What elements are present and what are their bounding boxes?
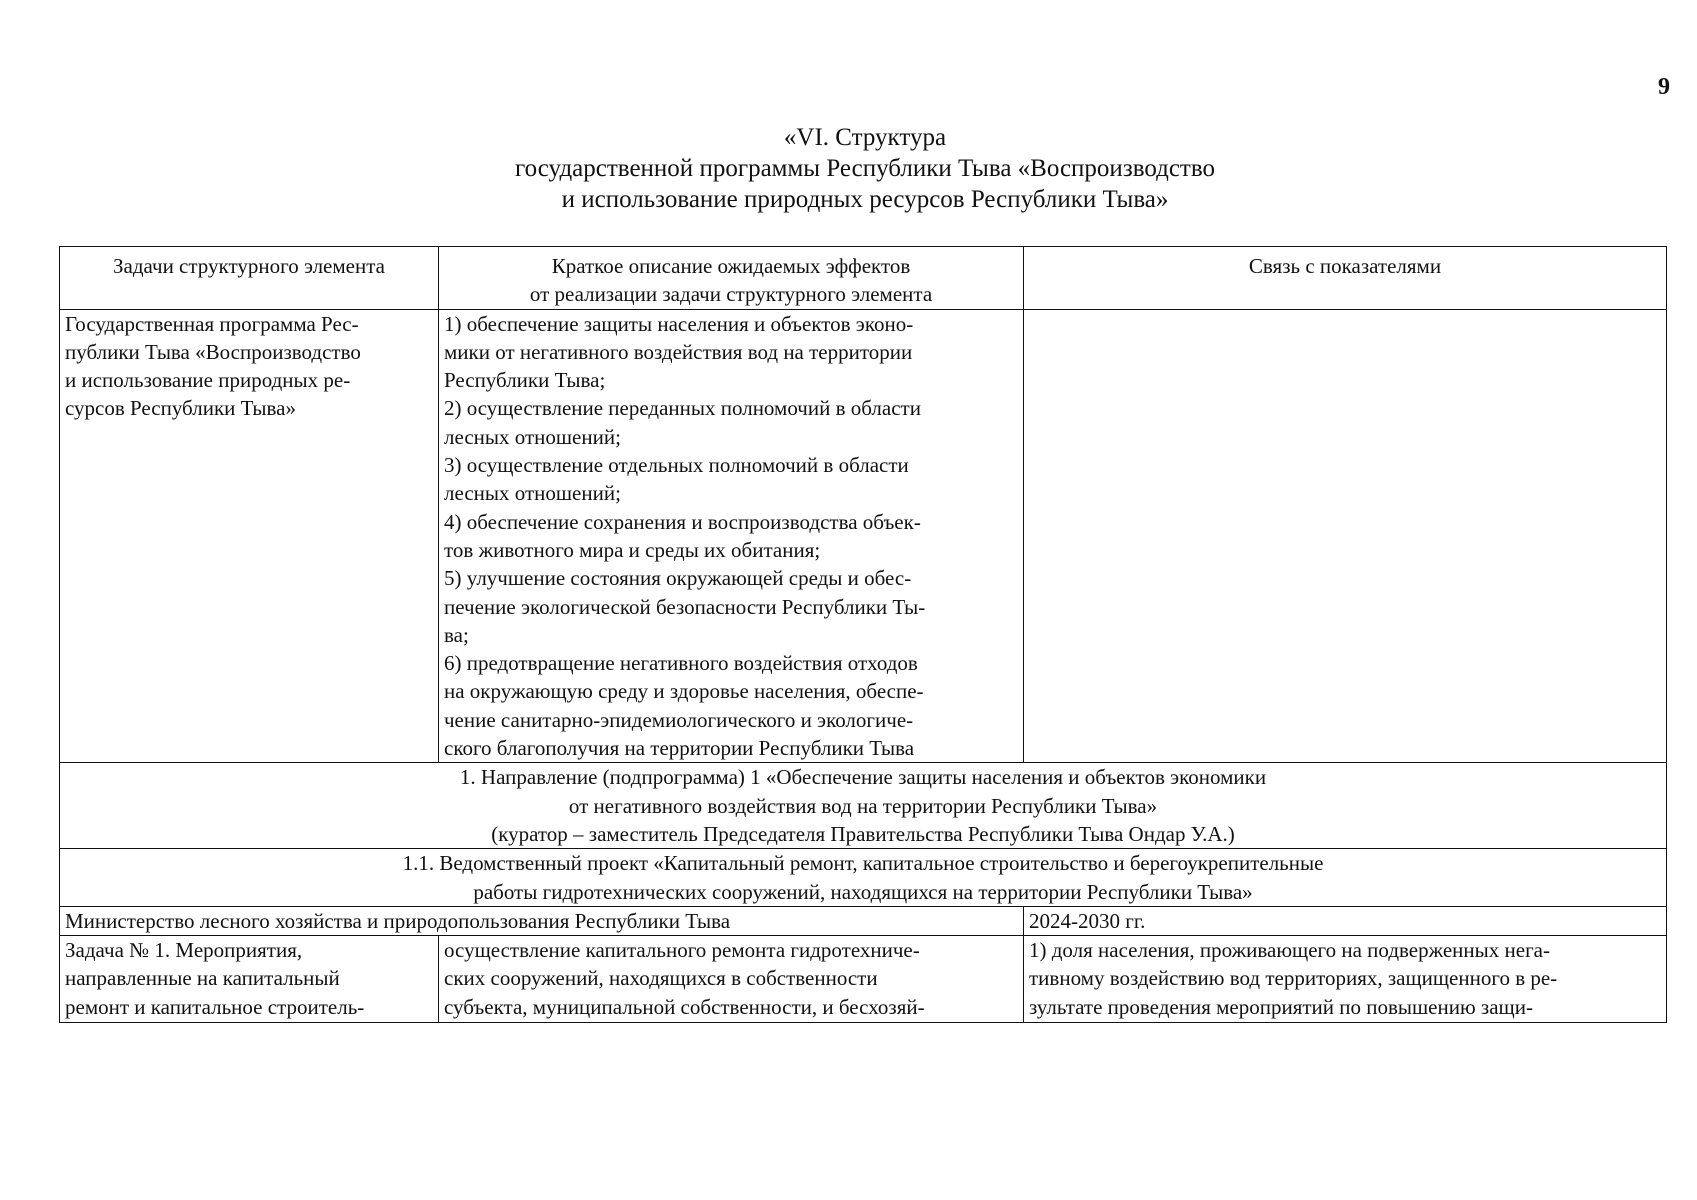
page-number: 9 bbox=[1658, 74, 1670, 100]
task-1-effects-cell: осуществление капитального ремонта гидротехниче- ских сооружений, находящихся в собственности субъекта, муниципальной собственности, и бесхозяй- bbox=[439, 936, 1024, 1023]
responsible-cell: Министерство лесного хозяйства и природопользования Республики Тыва bbox=[60, 906, 1024, 935]
task-1-cell: Задача № 1. Мероприятия, направленные на капитальный ремонт и капитальное строитель- bbox=[60, 936, 439, 1023]
table-row-project bbox=[60, 849, 1667, 907]
program-task-cell: Государственная программа Рес- публики Тыва «Воспроизводство и использование природных ре- сурсов Республики Тыва» bbox=[60, 309, 439, 763]
direction-cell: 1. Направление (подпрограмма) 1 «Обеспечение защиты населения и объектов экономики от негативного воздействия вод на территории Республики Тыва» (куратор – заместитель Председателя Правительства Республики Тыва Ондар У.А.) bbox=[60, 763, 1667, 849]
header-indicators: Связь с показателями bbox=[1024, 247, 1667, 310]
header-effects: Краткое описание ожидаемых эффектов от реализации задачи структурного элемента bbox=[439, 247, 1024, 310]
program-indicators-cell bbox=[1024, 309, 1667, 763]
table-row-responsible bbox=[60, 906, 1667, 935]
header-tasks: Задачи структурного элемента bbox=[60, 247, 439, 310]
program-effects-cell: 1) обеспечение защиты населения и объектов эконо- мики от негативного воздействия вод на территории Республики Тыва; 2) осуществление переданных полномочий в области лесных отношений; 3) осуществление отдельных полномочий в области лесных отношений; 4) обеспечение сохранения и воспроизводства объек- тов животного мира и среды их обитания; 5) улучшение состояния окружающей среды и обес- печение экологической безопасности Республики Ты- ва; 6) предотвращение негативного воздействия отходов на окружающую среду и здоровье населения, обеспе- чение санитарно-эпидемиологического и экологиче- ского благополучия на территории Республики Тыва bbox=[439, 309, 1024, 763]
section-title-line-1: «VI. Структура bbox=[783, 124, 947, 151]
section-title-line-3: и использование природных ресурсов Республики Тыва» bbox=[561, 186, 1169, 213]
period-cell: 2024-2030 гг. bbox=[1024, 906, 1667, 935]
table-row-direction bbox=[60, 763, 1667, 849]
section-title-line-2: государственной программы Республики Тыва «Воспроизводство bbox=[515, 155, 1215, 182]
project-cell: 1.1. Ведомственный проект «Капитальный ремонт, капитальное строительство и берегоукрепительные работы гидротехнических сооружений, находящихся на территории Республики Тыва» bbox=[60, 849, 1667, 907]
program-structure-table bbox=[59, 246, 1667, 1023]
section-title bbox=[250, 122, 1480, 215]
table-header-row bbox=[60, 247, 1667, 310]
table-row-program bbox=[60, 309, 1667, 763]
task-1-indicators-cell: 1) доля населения, проживающего на подверженных нега- тивному воздействию вод территориях, защищенного в ре- зультате проведения мероприятий по повышению защи- bbox=[1024, 936, 1667, 1023]
table-row-task-1 bbox=[60, 936, 1667, 1023]
